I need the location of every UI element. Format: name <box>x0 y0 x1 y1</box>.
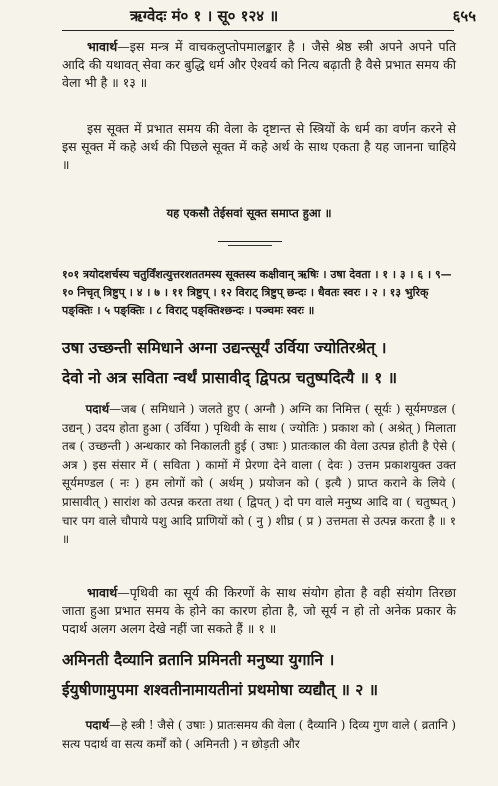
padartha-text: —हे स्त्री ! जैसे ( उषाः ) प्रातःसमय की वेला ( दैव्यानि ) दिव्य गुण वाले ( व्रतानि ) सत्य पदार्थ वा सत्य कर्मों को ( अमिनती ) न छोड़ती और <box>62 718 456 751</box>
padartha-label: पदार्थ <box>85 718 110 732</box>
completion-line: यह एकसौ तेईसवां सूक्त समाप्त हुआ ॥ <box>166 206 332 220</box>
page-header <box>0 4 498 28</box>
bhavartha-label: भावार्थ <box>87 39 118 54</box>
sukta-meta: १०१ त्रयोदशर्चस्य चतुर्विंशत्युत्तरशततमस्य सूक्तस्य कक्षीवान् ऋषिः । उषा देवता । १ । ३ । ६ । ९—१० निचृत् त्रिष्टुप् । ४ । ७ । ११ त्रिष्टुप् । १२ विराट् त्रिष्टुप् छन्दः । धैवतः स्वरः । २ । १३ भुरिक् पङ्क्तिः । ५ पङ्क्तिः । ८ विराट् पङ्क्तिश्छन्दः । पञ्चमः स्वरः ॥ <box>62 268 452 317</box>
page-number: ६५५ <box>452 7 476 25</box>
summary-paragraph <box>62 120 456 175</box>
mantra-1-line-2: देवो नो अत्र सविता न्वर्थं प्रासावीद् द्विपत्प्र चतुष्पदित्यै ॥ १ ॥ <box>62 368 398 387</box>
header-rule <box>62 30 454 31</box>
section-divider <box>218 241 282 242</box>
mantra-2-line-1: अमिनती दैव्यानि व्रतानि प्रमिनती मनुष्या युगानि । <box>62 650 335 669</box>
section-divider-2 <box>228 245 272 246</box>
bhavartha-text: —पृथिवी का सूर्य की किरणों के साथ संयोग होता है वही संयोग तिरछा जाता हुआ प्रभात समय के होने का कारण होता है, जो सूर्य न हो तो अनेक प्रकार के पदार्थ अलग अलग देखे नहीं जा सकते हैं ॥ १ ॥ <box>62 585 456 637</box>
padartha-label: पदार्थ <box>85 402 110 416</box>
mantra-1-line-1: उषा उच्छन्ती समिधाने अग्ना उद्यन्त्सूर्यं उर्विया ज्योतिरश्रेत् । <box>62 338 387 357</box>
mantra-2-line-2: ईयुषीणामुपमा शश्वतीनामायतीनां प्रथमोषा व्यद्यौत् ॥ २ ॥ <box>62 680 378 699</box>
bhavartha-label: भावार्थ <box>87 585 118 600</box>
running-title: ऋग्वेदः मं० १ । सू० १२४ ॥ <box>130 7 279 25</box>
padartha-text: —जब ( समिधाने ) जलते हुए ( अग्नौ ) अग्नि का निमित्त ( सूर्यः ) सूर्यमण्डल ( उद्यन् ) उदय होता हुआ ( उर्विया ) पृथिवी के साथ ( ज्योतिः ) प्रकाश को ( अश्रेत् ) मिलाता तब ( उच्छन्ती ) अन्धकार को निकालती हुई ( उषाः ) प्रातःकाल की वेला उत्पन्न होती है ऐसे ( अत्र ) इस संसार में ( सविता ) कामों में प्रेरणा देने वाला ( देवः ) उत्तम प्रकाशयुक्त उक्त सूर्यमण्डल ( नः ) हम लोगों को ( अर्थम् ) प्रयोजन को ( इत्यै ) प्राप्त कराने के लिये ( प्रासावीत् ) सारांश को उत्पन्न करता तथा ( द्विपत् ) दो पग वाले मनुष्य आदि वा ( चतुष्पत् ) चार पग वाले चौपाये पशु आदि प्राणियों को ( नु ) शीघ्र ( प्र ) उत्तमता से उत्पन्न करता है ॥ १ ॥ <box>62 402 456 547</box>
padartha-paragraph-2 <box>62 716 456 753</box>
bhavartha-paragraph-2 <box>62 584 456 639</box>
bhavartha-text: —इस मन्त्र में वाचकलुप्तोपमालङ्कार है । जैसे श्रेष्ठ स्त्री अपने अपने पति आदि की यथावत् सेवा कर बुद्धि धर्म और ऐश्वर्य को नित्य बढ़ाती है वैसे प्रभात समय की वेला भी है ॥ १३ ॥ <box>62 39 456 91</box>
padartha-paragraph-1 <box>62 400 456 549</box>
summary-text: इस सूक्त में प्रभात समय की वेला के दृष्टान्त से स्त्रियों के धर्म का वर्णन करने से इस सूक्त में कहे अर्थ की पिछले सूक्त में कहे अर्थ के साथ एकता है यह जानना चाहिये ॥ <box>62 121 456 173</box>
bhavartha-paragraph-1 <box>62 38 456 93</box>
